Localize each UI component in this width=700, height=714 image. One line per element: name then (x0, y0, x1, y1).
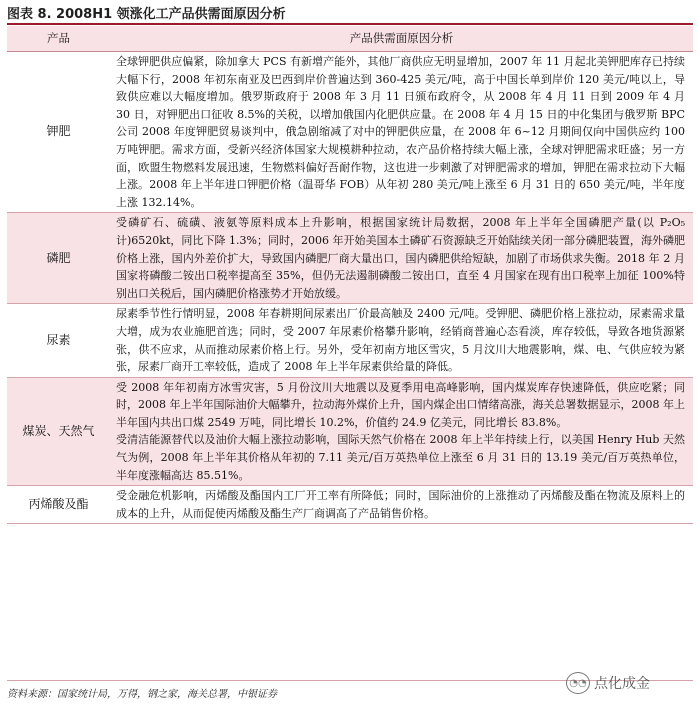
product-name: 丙烯酸及酯 (7, 486, 110, 524)
product-name: 磷肥 (7, 213, 110, 304)
analysis-text: 受 2008 年年初南方冰雪灾害，5 月份汶川大地震以及夏季用电高峰影响，国内煤炭库存快速降低，供应吃紧；同时，2008 年上半年国际油价大幅攀升，拉动海外煤价上升，国内煤企出口情绪高涨，海关总署数据显示，2008 年上半年国内共出口煤 2549 万吨，同比增长 10.2%，价值约 24.9 亿美元，同比增长 83.8%。 (116, 380, 685, 429)
watermark-text: 点化成金 (594, 676, 650, 692)
analysis-cell (110, 486, 693, 524)
analysis-text: 尿素季节性行情明显，2008 年春耕期间尿素出厂价最高触及 2400 元/吨。受钾肥、磷肥价格上涨拉动，尿素需求量大增，成为农业施肥首选；同时，受 2007 年尿素价格攀升影响，经销商普遍心态看淡，库存较低，导致各地货源紧张，供不应求，从而推动尿素价格上行。另外，受年初南方地区雪灾，5 月汶川大地震影响，煤、电、气供应较为紧张，尿素厂商开工率较低，造成了 2008 年上半年尿素供给量的降低。 (116, 307, 685, 374)
product-name: 钾肥 (7, 52, 110, 213)
analysis-text: 受清洁能源替代以及油价大幅上涨拉动影响，国际天然气价格在 2008 年上半年持续上行，以美国 Henry Hub 天然气为例，2008 年上半年其价格从年初的 7.11 美元/百万英热单位上涨至 6 月 31 日的 13.19 美元/百万英热单位，半年度涨幅高达 85.51%。 (116, 433, 685, 482)
product-name: 煤炭、天然气 (7, 377, 110, 486)
analysis-cell (110, 52, 693, 213)
analysis-cell (110, 377, 693, 486)
wechat-icon: ◔◔ (566, 672, 590, 694)
watermark (566, 672, 650, 694)
analysis-text: 受金融危机影响，丙烯酸及酯国内工厂开工率有所降低；同时，国际油价的上涨推动了丙烯酸及酯在物流及原料上的成本的上升，从而促使丙烯酸及酯生产厂商调高了产品销售价格。 (116, 489, 685, 520)
analysis-text: 全球钾肥供应偏紧，除加拿大 PCS 有新增产能外，其他厂商供应无明显增加，2007 年 11 月起北美钾肥库存已持续大幅下行，2008 年初东南亚及巴西到岸价普遍达到 360-425 美元/吨，高于中国长单到岸价 120 美元/吨以上，导致供应难以大幅度增加。俄罗斯政府于 2008 年 3 月 11 日颁布政府令，从 2008 年 4 月 11 日到 2009 年 4 月 30 日，对钾肥出口征收 8.5%的关税，以增加俄国内化肥供应量。在 2008 年 4 月 15 日的中化集团与俄罗斯 BPC 公司 2008 年度钾肥贸易谈判中，俄急剧缩减了对中的钾肥供应量，在 2008 年 6~12 月期间仅向中国供应约 100 万吨钾肥。需求方面，受新兴经济体国家大规模耕种拉动，农产品价格持续大幅上涨，全球对钾肥需求旺盛；另一方面，欧盟生物燃料发展迅速，生物燃料偏好吾耐作物，这也进一步刺激了对钾肥需求的增加，钾肥在需求拉动下大幅上涨。2008 年上半年进口钾肥价格（温哥华 FOB）从年初 280 美元/吨上涨至 6 月 31 日的 650 美元/吨，半年度上涨 132.14%。 (116, 55, 685, 209)
table-row (7, 377, 693, 486)
analysis-cell (110, 304, 693, 377)
table-row (7, 486, 693, 524)
header-analysis: 产品供需面原因分析 (110, 26, 693, 52)
table-row (7, 213, 693, 304)
figure-title (7, 2, 693, 25)
product-name: 尿素 (7, 304, 110, 377)
header-product: 产品 (7, 26, 110, 52)
analysis-text: 受磷矿石、硫磺、液氨等原料成本上升影响，根据国家统计局数据，2008 年上半年全国磷肥产量(以 P₂O₅ 计)6520kt，同比下降 1.3%；同时，2006 年开始美国本土磷矿石资源缺乏开始陆续关闭一部分磷肥装置，海外磷肥价格上涨，国内外差价扩大，导致国内磷肥厂商大量出口，国内磷肥供给短缺，加剧了市场供求失衡。2018 年 2 月国家将磷酸二铵出口税率提高至 35%，但仍无法遏制磷酸二铵出口，直至 4 月国家在现有出口税率上加征 100%特别出口关税后，国内磷肥价格涨势才开始放缓。 (116, 216, 685, 300)
source-note: 资料来源：国家统计局，万得，钢之家，海关总署，中银证券 (7, 689, 277, 700)
analysis-table (7, 26, 693, 524)
figure-title-text: 图表 8. 2008H1 领涨化工产品供需面原因分析 (7, 7, 286, 22)
analysis-cell (110, 213, 693, 304)
table-row (7, 52, 693, 213)
table-row (7, 304, 693, 377)
table-header-row (7, 26, 693, 52)
